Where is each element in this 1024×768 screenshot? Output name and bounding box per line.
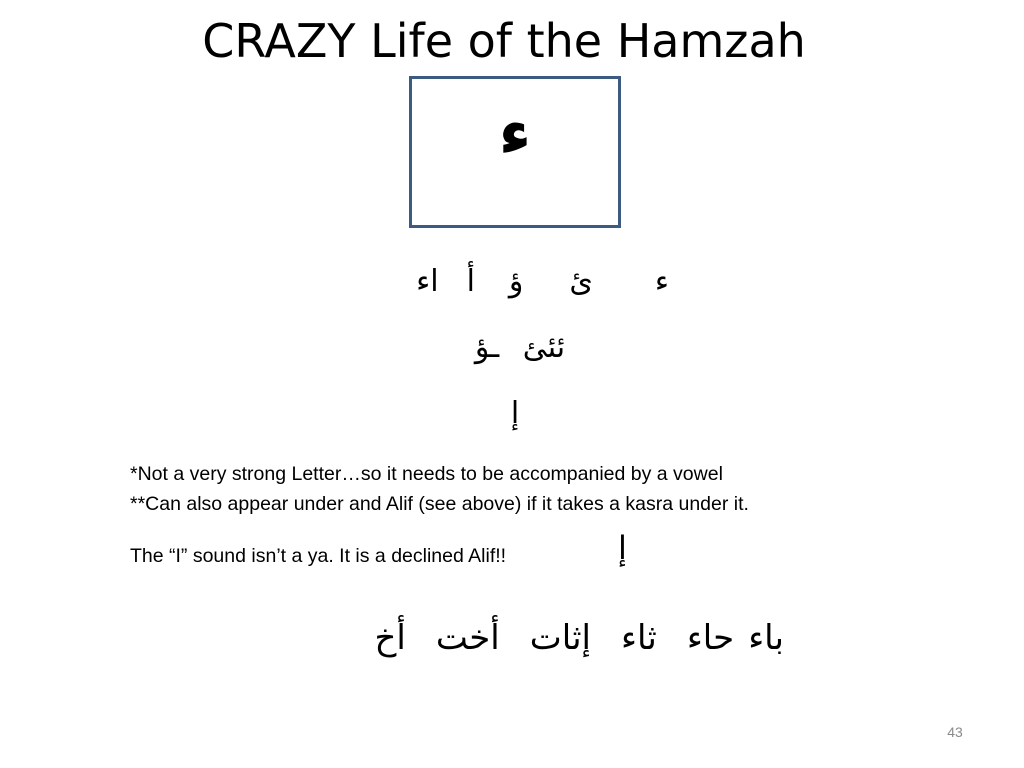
hamzah-glyph: ء — [498, 96, 532, 170]
note-line-2: **Can also appear under and Alif (see above) if it takes a kasra under it. — [130, 493, 749, 515]
example-word: باء — [748, 618, 784, 658]
hamzah-box — [409, 76, 621, 228]
hamzah-form-on-ya: ئ — [569, 264, 593, 299]
hamzah-form-on-alif: أ — [466, 264, 475, 299]
example-word: أخ — [374, 618, 406, 658]
hamzah-forms-row-3 — [490, 392, 540, 436]
example-word: حاء — [686, 618, 735, 658]
hamzah-form-medial-ya: ئئئ — [522, 330, 566, 365]
hamzah-forms-row-1 — [364, 262, 669, 302]
hamzah-form-medial-waw: ـؤ — [474, 330, 500, 365]
hamzah-form-standalone: ء — [654, 264, 669, 299]
hamzah-form-under-alif: إ — [510, 396, 520, 431]
page-number: 43 — [947, 724, 963, 740]
hamzah-form-alif-hamzah: اء — [416, 264, 439, 299]
note-glyph-alif-hamzah-below: إ — [618, 529, 627, 567]
note-line-3: The “I” sound isn’t a ya. It is a declined Alif!! — [130, 545, 507, 567]
hamzah-forms-row-2 — [450, 328, 590, 368]
example-word: أخت — [435, 618, 500, 658]
example-word: إثات — [529, 618, 591, 658]
example-words-row — [294, 614, 784, 662]
slide-title: CRAZY Life of the Hamzah — [202, 14, 806, 68]
example-word: ثاء — [621, 618, 657, 658]
hamzah-form-on-waw: ؤ — [508, 264, 524, 299]
note-line-1: *Not a very strong Letter…so it needs to be accompanied by a vowel — [130, 463, 723, 485]
